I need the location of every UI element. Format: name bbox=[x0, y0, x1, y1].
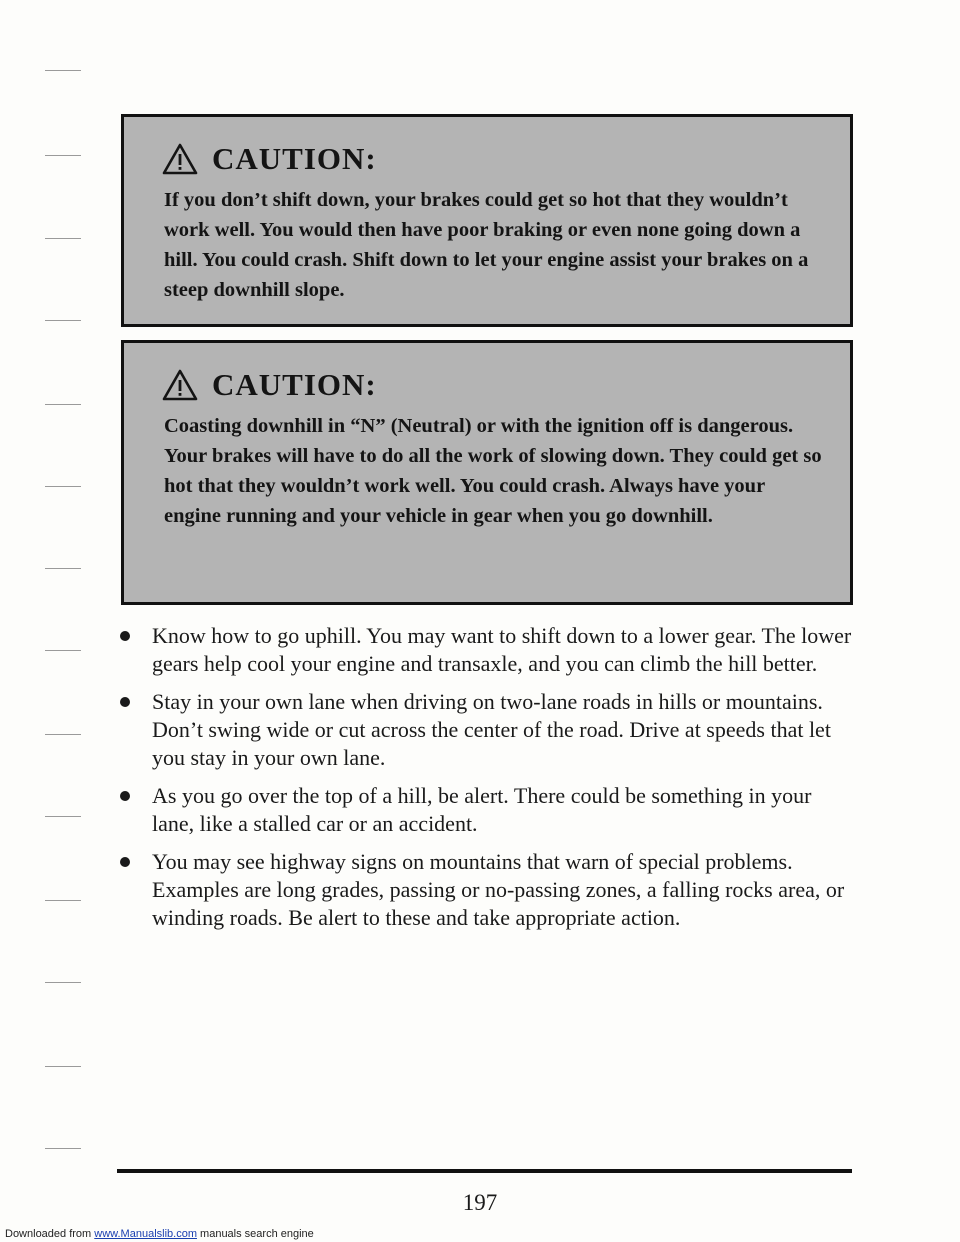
bullet-icon bbox=[120, 857, 130, 867]
list-item-text: You may see highway signs on mountains that warn of special problems. Examples are long grades, passing or no-passing zones, a falling rocks area, or winding roads. Be alert to these and take appropriate action. bbox=[152, 849, 845, 930]
caution-title: CAUTION: bbox=[212, 141, 377, 176]
caution-text: If you don’t shift down, your brakes could get so hot that they wouldn’t work well. You would then have poor braking or even none going down a hill. You could crash. Shift down to let your engine assist your brakes on a steep downhill slope. bbox=[164, 189, 809, 301]
list-item-text: Stay in your own lane when driving on two-lane roads in hills or mountains. Don’t swing wide or cut across the center of the road. Drive at speeds that let you stay in your own lane. bbox=[152, 689, 831, 770]
list-item bbox=[118, 622, 858, 678]
caution-text: Coasting downhill in “N” (Neutral) or with the ignition off is dangerous. Your brakes will have to do all the work of slowing down. They could get so hot that they wouldn’t work well. You could crash. Always have your engine running and your vehicle in gear when you go downhill. bbox=[164, 415, 822, 527]
margin-mark bbox=[45, 734, 81, 735]
margin-mark bbox=[45, 404, 81, 405]
list-item bbox=[118, 848, 858, 932]
watermark-prefix: Downloaded from bbox=[5, 1228, 95, 1240]
margin-mark bbox=[45, 1148, 81, 1149]
bullet-icon bbox=[120, 697, 130, 707]
margin-mark bbox=[45, 568, 81, 569]
list-item-text: Know how to go uphill. You may want to shift down to a lower gear. The lower gears help cool your engine and transaxle, and you can climb the hill better. bbox=[152, 623, 852, 676]
margin-mark bbox=[45, 1066, 81, 1067]
caution-heading bbox=[162, 367, 824, 403]
margin-mark bbox=[45, 900, 81, 901]
footer-rule bbox=[117, 1169, 852, 1173]
warning-triangle-icon bbox=[162, 143, 198, 175]
page-number: 197 bbox=[462, 1190, 498, 1215]
margin-mark bbox=[45, 650, 81, 651]
caution-title: CAUTION: bbox=[212, 367, 377, 402]
margin-mark bbox=[45, 486, 81, 487]
download-watermark bbox=[5, 1228, 314, 1240]
caution-box-coasting bbox=[121, 340, 853, 605]
watermark-suffix: manuals search engine bbox=[196, 1228, 314, 1240]
caution-heading bbox=[162, 141, 824, 177]
caution-box-shift-down bbox=[121, 114, 853, 327]
list-item bbox=[118, 782, 858, 838]
margin-mark bbox=[45, 238, 81, 239]
margin-tab-marks bbox=[0, 0, 110, 1242]
margin-mark bbox=[45, 982, 81, 983]
bullet-icon bbox=[120, 791, 130, 801]
driving-tips-list bbox=[118, 622, 858, 942]
bullet-icon bbox=[120, 631, 130, 641]
margin-mark bbox=[45, 320, 81, 321]
margin-mark bbox=[45, 816, 81, 817]
list-item bbox=[118, 688, 858, 772]
manualslib-link[interactable]: www.Manualslib.com bbox=[94, 1228, 197, 1240]
margin-mark bbox=[45, 155, 81, 156]
margin-mark bbox=[45, 70, 81, 71]
list-item-text: As you go over the top of a hill, be alert. There could be something in your lane, like a stalled car or an accident. bbox=[152, 783, 812, 836]
warning-triangle-icon bbox=[162, 369, 198, 401]
